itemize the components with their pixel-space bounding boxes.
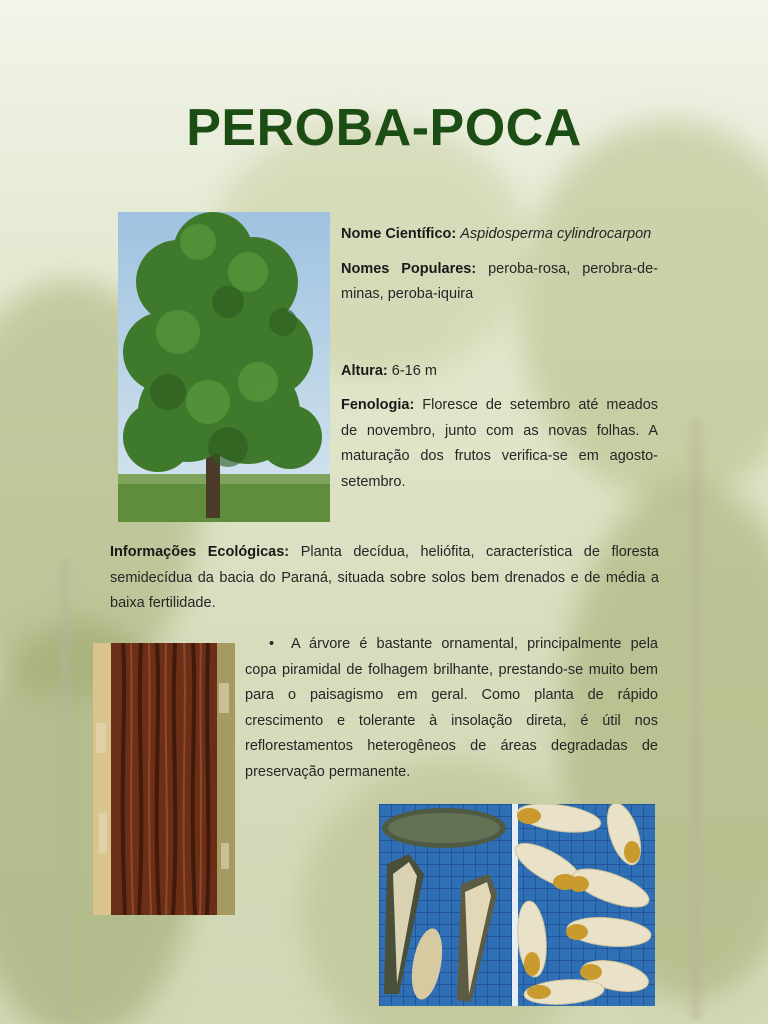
height: Altura: 6-16 m xyxy=(341,362,437,379)
ornamental-info xyxy=(245,632,658,785)
bark-photo xyxy=(93,643,235,915)
species-info xyxy=(341,222,658,495)
ecological-info: Informações Ecológicas: Planta decídua, heliófita, característica de floresta semidecídua da bacia do Paraná, situada sobre solos bem drenados e de média a baixa fertilidade. xyxy=(110,544,660,611)
tree-photo xyxy=(118,212,330,522)
popular-names: Nomes Populares: peroba-rosa, perobra-de-minas, peroba-iquira xyxy=(341,260,658,302)
page-title: PEROBA-POCA xyxy=(186,99,582,157)
ornamental-info-value: A árvore é bastante ornamental, principalmente pela copa piramidal de folhagem brilhante, prestando-se muito bem para o paisagismo em geral. Como planta de rápido crescimento e tolerante à insolação direta, é útil nos reflorestamentos heterogêneos de áreas degradadas de preservação permanente. xyxy=(245,636,658,780)
ecological-info-value: Planta decídua, heliófita, característica de floresta semidecídua da bacia do Paraná, situada sobre solos bem drenados e de média a baixa fertilidade. xyxy=(110,544,660,611)
seeds-photo xyxy=(379,804,655,1006)
height-value: 6-16 m xyxy=(391,362,437,379)
scientific-name-value: Aspidosperma cylindrocarpon xyxy=(460,226,652,242)
scientific-name: Nome Científico: Aspidosperma cylindrocarpon xyxy=(341,226,652,242)
popular-names-value: peroba-rosa, perobra-de-minas, peroba-iquira xyxy=(341,260,658,302)
phenology-value: Floresce de setembro até meados de novembro, junto com as novas folhas. A maturação dos frutos verifica-se em agosto-setembro. xyxy=(341,397,659,490)
bullet-icon: • xyxy=(269,636,275,652)
phenology: Fenologia: Floresce de setembro até meados de novembro, junto com as novas folhas. A maturação dos frutos verifica-se em agosto-setembro. xyxy=(341,397,659,490)
